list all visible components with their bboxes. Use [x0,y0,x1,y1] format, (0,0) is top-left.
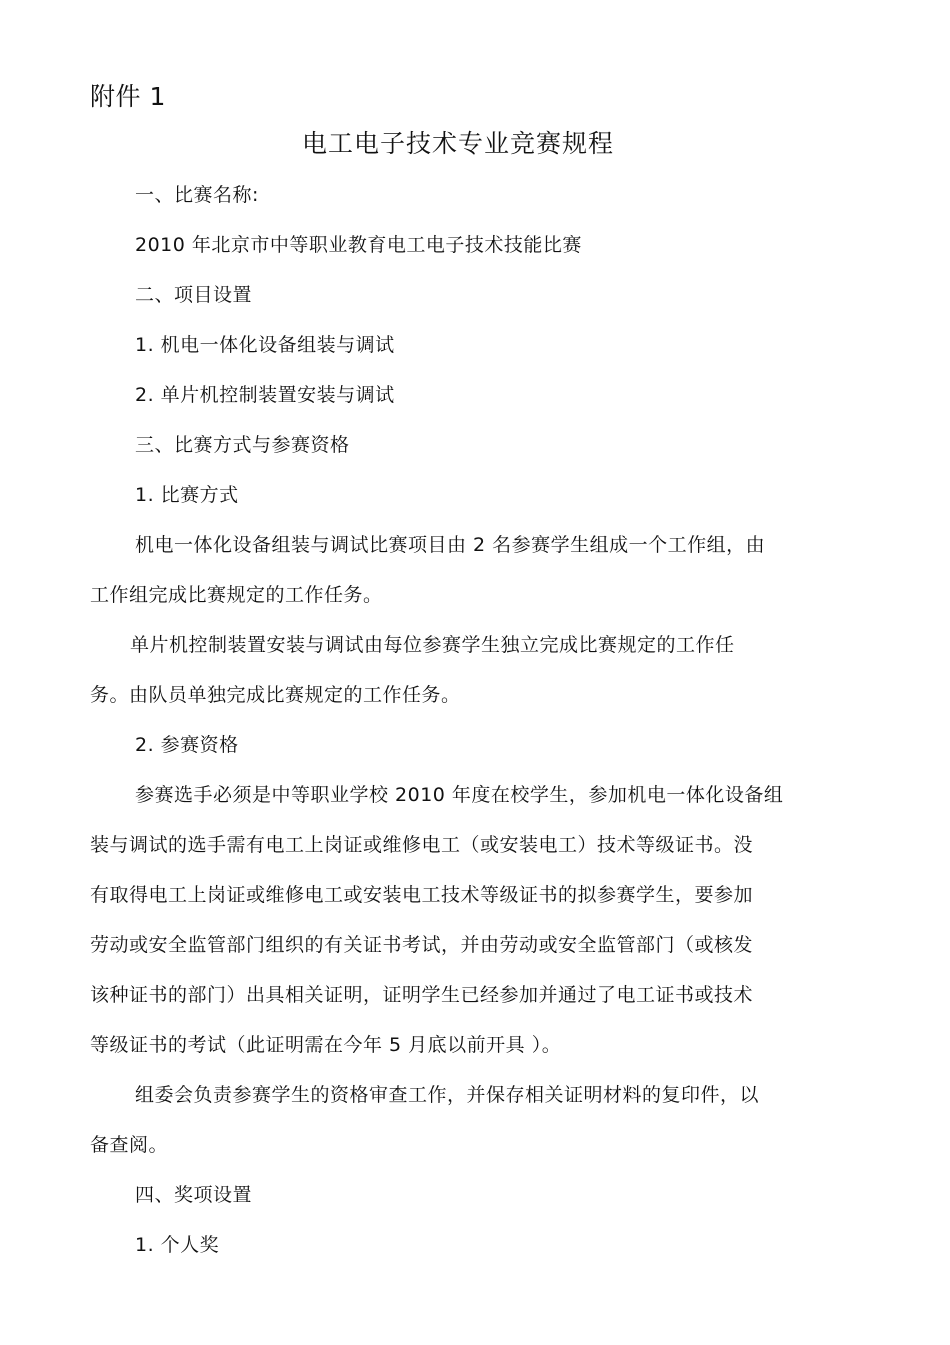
paragraph-line: 组委会负责参赛学生的资格审查工作，并保存相关证明材料的复印件，以 [135,1084,760,1106]
list-item: 2. 单片机控制装置安装与调试 [135,384,395,406]
paragraph-line: 参赛选手必须是中等职业学校 2010 年度在校学生，参加机电一体化设备组 [135,784,784,806]
section-heading-1: 一、比赛名称: [135,184,259,206]
paragraph-line: 机电一体化设备组装与调试比赛项目由 2 名参赛学生组成一个工作组，由 [135,534,766,556]
paragraph-line: 备查阅。 [90,1134,169,1156]
section-heading-4: 四、奖项设置 [135,1184,253,1206]
paragraph-line: 有取得电工上岗证或维修电工或安装电工技术等级证书的拟参赛学生，要参加 [90,884,754,906]
paragraph-line: 2010 年北京市中等职业教育电工电子技术技能比赛 [135,234,582,256]
section-heading-3: 三、比赛方式与参赛资格 [135,434,350,456]
paragraph-line: 装与调试的选手需有电工上岗证或维修电工（或安装电工）技术等级证书。没 [90,834,754,856]
paragraph-line: 劳动或安全监管部门组织的有关证书考试，并由劳动或安全监管部门（或核发 [90,934,754,956]
paragraph-line: 单片机控制装置安装与调试由每位参赛学生独立完成比赛规定的工作任 [130,634,735,656]
subsection-heading: 1. 比赛方式 [135,484,239,506]
document-title: 电工电子技术专业竞赛规程 [302,129,615,158]
paragraph-line: 务。由队员单独完成比赛规定的工作任务。 [90,684,461,706]
list-item: 1. 机电一体化设备组装与调试 [135,334,395,356]
subsection-heading: 1. 个人奖 [135,1234,220,1256]
section-heading-2: 二、项目设置 [135,284,253,306]
paragraph-line: 该种证书的部门）出具相关证明，证明学生已经参加并通过了电工证书或技术 [90,984,754,1006]
paragraph-line: 等级证书的考试（此证明需在今年 5 月底以前开具 ）。 [90,1034,562,1056]
subsection-heading: 2. 参赛资格 [135,734,239,756]
attachment-label: 附件 1 [90,82,166,111]
paragraph-line: 工作组完成比赛规定的工作任务。 [90,584,383,606]
